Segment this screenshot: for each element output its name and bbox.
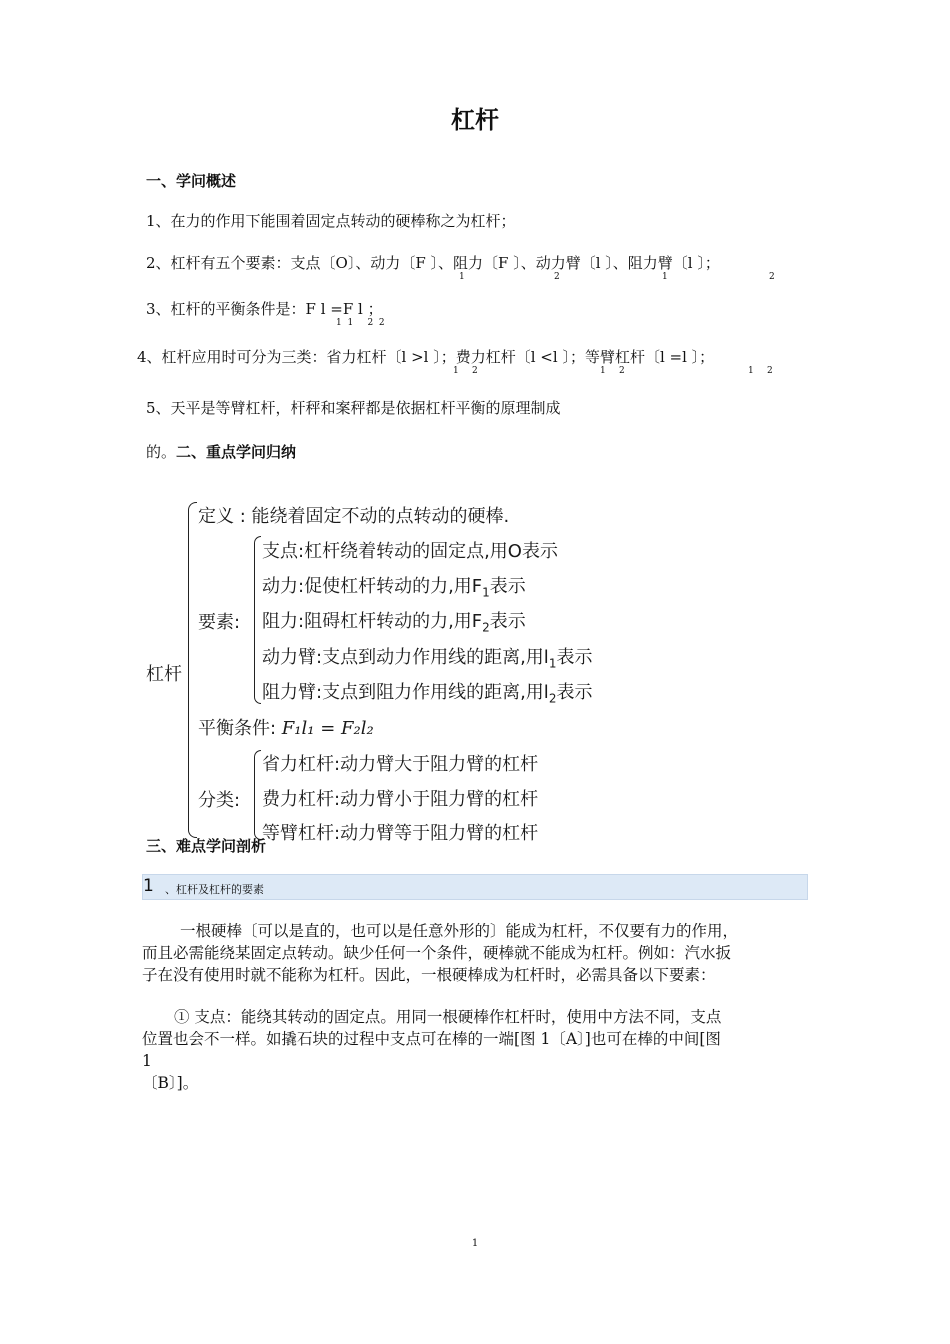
subscript: 2 — [767, 366, 773, 376]
paragraph-line: 〔B〕]。 — [142, 1074, 199, 1092]
elements-brace — [254, 536, 261, 704]
section1-heading: 一、学问概述 — [146, 172, 237, 190]
element-tail: 表示 — [556, 682, 593, 703]
element-text: 促使杠杆转动的力,用F — [304, 576, 483, 597]
definition-label: 定义 — [198, 506, 234, 527]
colon: : — [234, 612, 241, 633]
element-row-fulcrum: 支点:杠杆绕着转动的固定点,用O表示 — [262, 541, 558, 562]
element-text: 杠杆绕着转动的固定点,用O表示 — [304, 541, 558, 562]
definition-text: 能绕着固定不动的点转动的硬棒. — [251, 506, 510, 527]
overview-item-1: 1、在力的作用下能围着固定点转动的硬棒称之为杠杆； — [146, 212, 516, 230]
subscript: 2 — [554, 272, 560, 282]
balance-row: 平衡条件: F₁l₁ = F₂l₂ — [198, 718, 374, 739]
overview-item-4 — [137, 346, 773, 376]
class-text: 动力臂大于阻力臂的杠杆 — [340, 754, 539, 775]
paragraph-line: 位置也会不一样。如撬石块的过程中支点可在棒的一端[图 1〔A〕]也可在棒的中间[图 — [142, 1030, 721, 1048]
overview-item-2-text: 2、杠杆有五个要素：支点〔O〕、动力〔F 〕、阻力〔F 〕、动力臂〔l 〕、阻力臂〔l 〕； — [146, 254, 720, 272]
subscript: 2 — [769, 272, 775, 282]
subscript: 1 — [748, 366, 754, 376]
class-label: 等臂杠杆 — [262, 823, 334, 844]
overview-item-3 — [146, 298, 385, 328]
subscript: 1 — [453, 366, 459, 376]
subscript: 2 — [472, 366, 478, 376]
elements-label-row — [198, 608, 240, 634]
subsection-title: 、杠杆及杠杆的要素 — [165, 883, 264, 896]
element-subscript: 2 — [482, 620, 490, 635]
page-title: 杠杆 — [451, 106, 499, 134]
element-row-effort: 动力:促使杠杆转动的力,用$F_1$表示 — [262, 576, 526, 600]
subscript: 1 — [662, 272, 668, 282]
element-row-load: 阻力:阻碍杠杆转动的力,用$F_2$表示 — [262, 611, 526, 635]
element-text: 支点到动力作用线的距离,用l — [322, 647, 549, 668]
element-row-effort-arm: 动力臂:支点到动力作用线的距离,用$l_1$表示 — [262, 647, 593, 671]
page-number: 1 — [471, 1238, 479, 1249]
balance-label: 平衡条件 — [198, 718, 270, 739]
subscript: 1 — [600, 366, 606, 376]
element-text: 阻碍杠杆转动的力,用F — [304, 611, 483, 632]
overview-item-5: 5、天平是等臂杠杆，杆秤和案秤都是依据杠杆平衡的原理制成 — [146, 399, 561, 417]
paragraph-line: 1 — [142, 1052, 152, 1070]
overview-item-3-text: 3、杠杆的平衡条件是：F l =F l ； — [146, 300, 383, 318]
element-label: 支点 — [262, 541, 298, 562]
element-row-load-arm: 阻力臂:支点到阻力作用线的距离,用$l_2$表示 — [262, 682, 593, 706]
classes-brace — [254, 750, 261, 840]
element-label: 动力 — [262, 576, 298, 597]
subsection-band — [142, 874, 808, 900]
element-text: 支点到阻力作用线的距离,用l — [322, 682, 549, 703]
main-brace — [188, 502, 197, 838]
class-text: 动力臂小于阻力臂的杠杆 — [340, 789, 539, 810]
classes-label: 分类 — [198, 790, 234, 811]
class-row-force-consuming: 费力杠杆:动力臂小于阻力臂的杠杆 — [262, 789, 539, 810]
paragraph-1 — [142, 920, 738, 986]
class-label: 费力杠杆 — [262, 789, 334, 810]
element-subscript: 1 — [548, 656, 557, 671]
class-text: 动力臂等于阻力臂的杠杆 — [340, 823, 539, 844]
section3-heading: 三、难点学问剖析 — [146, 837, 267, 855]
paragraph-line: 而且必需能绕某固定点转动。缺少任何一个条件，硬棒就不能成为杠杆。例如：汽水扳 — [142, 944, 732, 962]
subscripts: 1 1 2 2 — [336, 318, 385, 328]
class-row-force-saving: 省力杠杆:动力臂大于阻力臂的杠杆 — [262, 754, 539, 775]
element-subscript: 2 — [548, 691, 557, 706]
subscript: 1 — [459, 272, 465, 282]
paragraph-2 — [142, 1006, 721, 1094]
class-row-equal-arm: 等臂杠杆:动力臂等于阻力臂的杠杆 — [262, 823, 539, 844]
section2-heading: 二、重点学问归纳 — [176, 443, 297, 461]
balance-formula: F₁l₁ = F₂l₂ — [281, 718, 374, 739]
classes-label-row: 分类: — [198, 790, 241, 811]
overview-item-5-tail-text: 的。 — [146, 443, 177, 461]
definition-row — [198, 502, 509, 528]
element-label: 阻力 — [262, 611, 298, 632]
subscript: 2 — [619, 366, 625, 376]
element-subscript: 1 — [482, 585, 490, 600]
elements-label: 要素 — [198, 612, 234, 633]
paragraph-line: 子在没有使用时就不能称为杠杆。因此，一根硬棒成为杠杆时，必需具备以下要素： — [142, 966, 716, 984]
element-tail: 表示 — [556, 647, 593, 668]
element-label: 阻力臂 — [262, 682, 316, 703]
colon: : — [239, 506, 246, 527]
subsection-number: 1 — [143, 876, 154, 896]
paragraph-line: 一根硬棒〔可以是直的，也可以是任意外形的〕能成为杠杆，不仅要有力的作用， — [180, 922, 739, 940]
overview-item-2 — [146, 252, 775, 282]
paragraph-line: ① 支点：能绕其转动的固定点。用同一根硬棒作杠杆时，使用中方法不同，支点 — [174, 1008, 722, 1026]
element-tail: 表示 — [489, 576, 526, 597]
element-tail: 表示 — [489, 611, 526, 632]
diagram-root: 杠杆 — [146, 664, 182, 685]
overview-item-5-tail — [146, 441, 296, 462]
overview-item-4-text: 4、杠杆应用时可分为三类：省力杠杆〔l >l 〕；费力杠杆〔l <l 〕；等臂杠杆〔l =l 〕； — [137, 348, 715, 366]
element-label: 动力臂 — [262, 647, 316, 668]
class-label: 省力杠杆 — [262, 754, 334, 775]
